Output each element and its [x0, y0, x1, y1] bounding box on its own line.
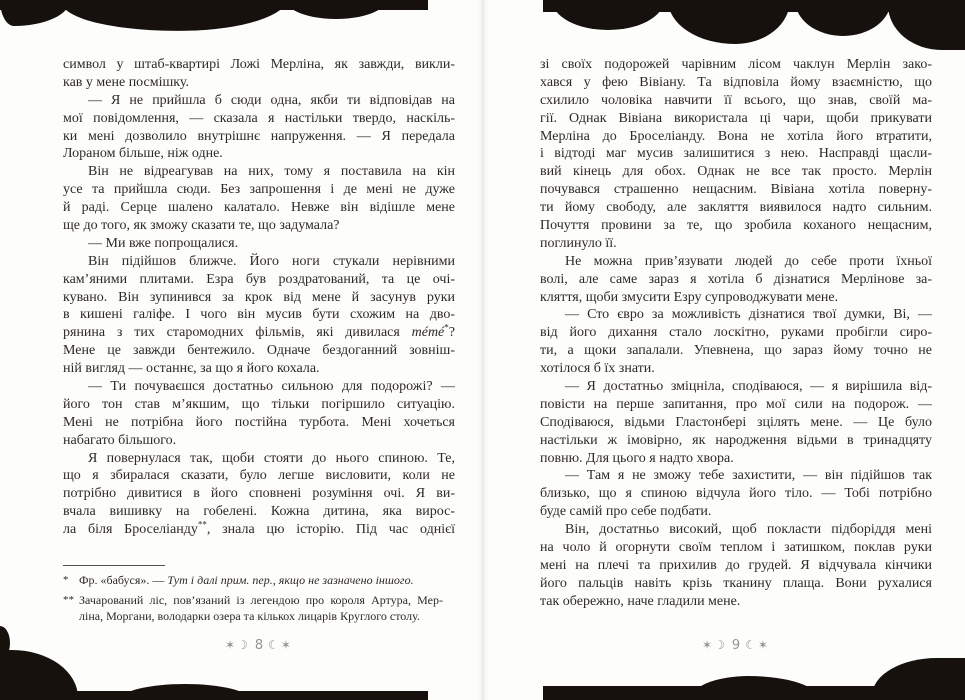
footnote-marker: * — [63, 574, 69, 586]
text-line: — Я не прийшла б сюди одна, якби ти відповідав на — [88, 92, 455, 108]
text-line: ліна, Моргани, володарки озера та кількох лицарів Круглого столу. — [79, 609, 420, 624]
page-left-text — [63, 56, 455, 539]
page-number-value: 9 — [731, 638, 741, 653]
text-line: поглинуло її. — [540, 235, 617, 251]
text-line: рянина з тих старомодних фільмів, які дивилася mémé*? — [63, 324, 455, 341]
star-moon-ornament-icon: ✶☽ — [702, 638, 727, 652]
text-line: повню. Для цього я надто хвора. — [540, 450, 734, 466]
text-line: ти йому свободу, але закляття виявилося надто сильним. — [540, 200, 932, 216]
text-line: волі, але саме зараз я хотіла б дізнатися Мерлінове за- — [540, 271, 932, 287]
text-line: Він не відреагував на них, тому я поставила на кін — [88, 164, 455, 180]
text-line: й раді. Серце шалено калатало. Невже він відішле мене — [63, 200, 455, 216]
text-line: схилило чоловіка навчити її всього, що знав, своїй ма- — [540, 92, 932, 108]
text-line: Лораном більше, ніж одне. — [63, 146, 223, 162]
text-line: буде самій про себе подбати. — [540, 504, 712, 520]
text-line: Я повернулася так, щоби стояти до нього спиною. Те, — [88, 450, 455, 466]
text-line: зі своїх подорожей чарівним лісом чаклун Мерлін зако- — [540, 57, 932, 72]
text-line: Зачарований ліс, пов’язаний із легендою про короля Артура, Мер- — [79, 593, 443, 608]
text-line: Фр. «бабуся». — Тут і далі прим. пер., якщо не зазначено іншого. — [79, 573, 414, 587]
text-line: його пальців навіть крізь тканину плаща. Вони рухалися — [540, 575, 932, 591]
text-line: ти, а щоки запалали. Упевнена, що зараз йому точно не — [540, 343, 932, 359]
text-line: настільки ж імовірно, як народження відьми в тринадцяту — [540, 432, 932, 448]
footnotes — [63, 572, 443, 629]
text-line: — Ми вже попрощалися. — [88, 235, 239, 251]
text-line: Мене це завжди бентежило. Одначе бездоганний зовніш- — [63, 343, 455, 359]
text-line: кувано. Він зупинився за крок від мене й засунув руки — [63, 289, 455, 305]
footnote — [63, 572, 443, 588]
text-line: — Сто євро за можливість дізнатися твої думки, Ві, — — [565, 307, 932, 323]
text-line: ще до того, як зможу сказати те, що задумала? — [63, 218, 340, 234]
text-line: гії. Однак Вівіана використала ці чари, щоби прикувати — [540, 110, 932, 126]
moon-star-ornament-icon: ☾✶ — [268, 638, 293, 652]
text-line: потрібно дивитися в його сповнені розуміння очі. Я ви- — [63, 486, 455, 502]
footnote — [63, 592, 443, 624]
text-line: Мені не потрібна його постійна турбота. Мені хочеться — [63, 414, 455, 430]
text-line: кав у мене посмішку. — [63, 74, 189, 90]
page-number-right — [540, 638, 932, 653]
page-left — [0, 0, 482, 700]
page-right-text — [540, 56, 932, 611]
page-number-value: 8 — [254, 638, 264, 653]
text-line: Почуття провини за те, що зробила коханого нещасним, — [540, 218, 932, 234]
text-line: ки мені дозволило внутрішнє напруження. — Я передала — [63, 128, 455, 144]
text-line: набагато більшого. — [63, 432, 177, 448]
text-line: Сподіваюся, відьми Гластонбері зцілять мене. — Це було — [540, 414, 932, 430]
text-line: що я збиралася сказати, було легше висловити, коли не — [63, 468, 455, 484]
text-line: ла біля Броселіанду**, знала цю історію. Під час однієї — [63, 521, 455, 538]
text-line: хався у фею Вівіану. Та відповіла йому взаємністю, що — [540, 74, 932, 90]
text-line: Він підійшов ближче. Його ноги стукали нерівними — [88, 253, 455, 269]
text-line: вий кінець для обох. Однак не все так просто. Мерлін — [540, 164, 932, 180]
text-line: від його дихання стало лоскітно, руками пробігли сиро- — [540, 325, 932, 341]
page-number-left — [63, 638, 455, 653]
text-line: Мерліна до Броселіанду. Вона не хотіла його втратити, — [540, 128, 932, 144]
text-line: символ у штаб-квартирі Ложі Мерліна, як завжди, викли- — [63, 57, 455, 72]
text-line: почувався страшенно нещасним. Вівіана хотіла поверну- — [540, 182, 932, 198]
text-line: так обережно, наче гладили мене. — [540, 593, 741, 609]
text-line: і відтоді маг мусив залишитися з нею. Насправді щасли- — [540, 146, 932, 162]
text-line: близько, що я спиною відчула його тіло. — Тобі потрібно — [540, 486, 932, 502]
text-line: Не можна прив’язувати людей до себе проти їхньої — [565, 253, 932, 269]
text-line: — Ти почуваєшся достатньо сильною для подорожі? — — [88, 379, 455, 395]
text-line: мені на плечі та прихилив до грудей. Я відчувала кінчики — [540, 557, 932, 573]
text-line: на чоло й огорнути своїм теплом і затишком, поклав руки — [540, 540, 932, 556]
text-line: — Там я не зможу тебе захистити, — він підійшов так — [565, 468, 932, 484]
text-line: мої повідомлення, — сказала я настільки твердо, наскіль- — [63, 110, 455, 126]
page-right — [483, 0, 965, 700]
footnote-rule — [63, 565, 165, 566]
text-line: ній вигляд — останнє, за що я його кохала. — [63, 361, 320, 377]
text-line: — Я достатньо зміцніла, сподіваюся, — я вирішила від- — [565, 379, 932, 395]
star-moon-ornament-icon: ✶☽ — [225, 638, 250, 652]
text-line: Він, достатньо високий, щоб покласти підборіддя мені — [565, 522, 932, 538]
footnote-marker: ** — [63, 594, 74, 607]
text-line: його тон став м’якшим, що тільки погіршило ситуацію. — [63, 396, 455, 412]
text-line: повісти на перше запитання, про мої сили на подорож. — — [540, 396, 932, 412]
text-line: усе та прийшла сюди. Без запрошення і де мені не дуже — [63, 182, 455, 198]
moon-star-ornament-icon: ☾✶ — [745, 638, 770, 652]
text-line: в кишені галіфе. І чого він мусив бути схожим на дво- — [63, 307, 455, 323]
text-line: вчала вишивку на гобелені. Кожна дитина, яка вирос- — [63, 504, 455, 520]
text-line: кам’яними плитами. Езра був роздратований, та це очі- — [63, 271, 455, 287]
text-line: кляття, щоби змусити Езру супроводжувати мене. — [540, 289, 839, 305]
text-line: хотілося б їх знати. — [540, 361, 655, 377]
